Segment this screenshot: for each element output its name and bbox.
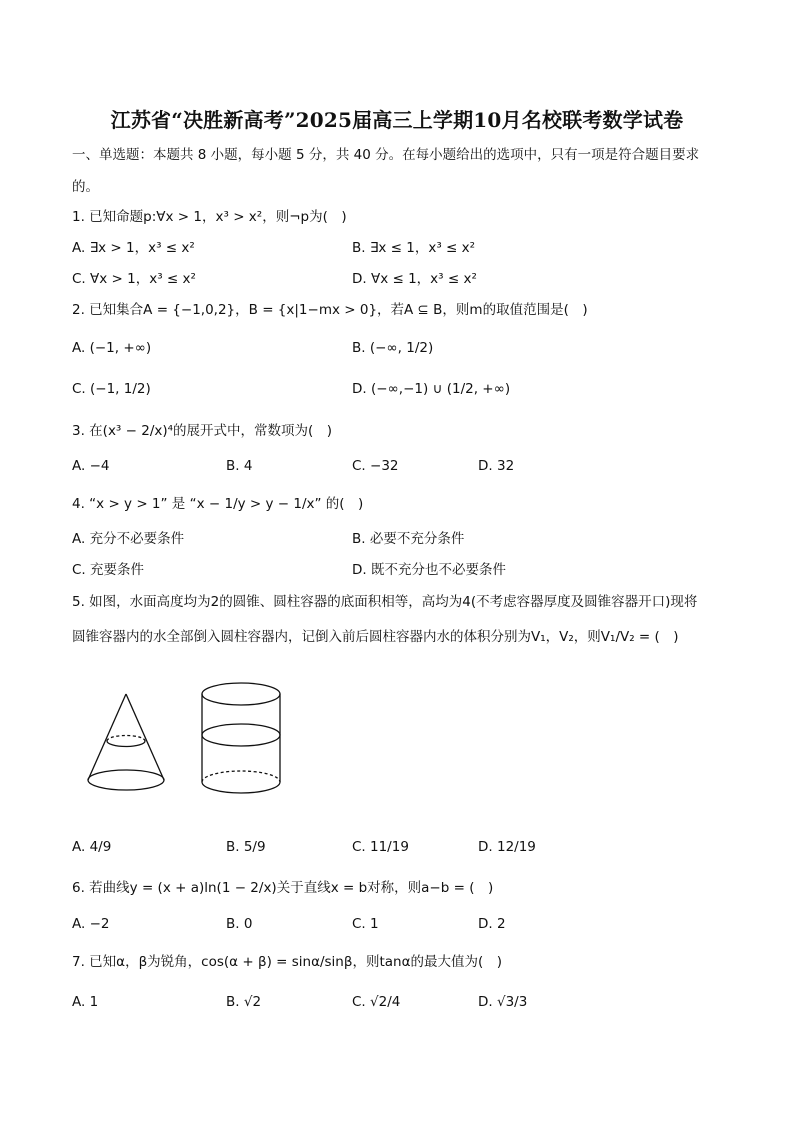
question-6-option-b: B. 0 bbox=[226, 916, 253, 932]
question-1-option-c: C. ∀x > 1，x³ ≤ x² bbox=[72, 271, 196, 287]
question-4-option-d: D. 既不充分也不必要条件 bbox=[352, 562, 506, 578]
question-7-option-d: D. √3/3 bbox=[478, 994, 528, 1010]
question-6-option-c: C. 1 bbox=[352, 916, 379, 932]
question-7-stem: 7. 已知α，β为锐角，cos(α + β) = sinα/sinβ，则tanα的最大值为( ) bbox=[72, 954, 503, 970]
question-6-option-d: D. 2 bbox=[478, 916, 506, 932]
question-3-option-d: D. 32 bbox=[478, 458, 515, 474]
question-1-stem: 1. 已知命题p:∀x > 1，x³ > x²，则¬p为( ) bbox=[72, 209, 347, 225]
question-1-option-b: B. ∃x ≤ 1，x³ ≤ x² bbox=[352, 240, 476, 256]
cylinder-figure bbox=[202, 683, 280, 793]
question-6-option-a: A. −2 bbox=[72, 916, 110, 932]
question-3-option-a: A. −4 bbox=[72, 458, 110, 474]
question-5-line2: 圆锥容器内的水全部倒入圆柱容器内，记倒入前后圆柱容器内水的体积分别为V₁，V₂，则V₁/V₂ = ( ) bbox=[72, 629, 679, 645]
question-5-option-d: D. 12/19 bbox=[478, 839, 536, 855]
question-1-option-d: D. ∀x ≤ 1，x³ ≤ x² bbox=[352, 271, 477, 287]
question-1-option-a: A. ∃x > 1，x³ ≤ x² bbox=[72, 240, 195, 256]
question-3-option-b: B. 4 bbox=[226, 458, 253, 474]
question-2-option-b: B. (−∞, 1/2) bbox=[352, 340, 434, 356]
question-4-option-c: C. 充要条件 bbox=[72, 562, 145, 578]
question-2-stem: 2. 已知集合A = {−1,0,2}，B = {x|1−mx > 0}，若A ⊆ B，则m的取值范围是( ) bbox=[72, 302, 588, 318]
question-2-option-c: C. (−1, 1/2) bbox=[72, 381, 151, 397]
question-7-option-a: A. 1 bbox=[72, 994, 99, 1010]
question-5-option-a: A. 4/9 bbox=[72, 839, 112, 855]
section-header-line1: 一、单选题：本题共 8 小题，每小题 5 分，共 40 分。在每小题给出的选项中，只有一项是符合题目要求 bbox=[72, 147, 700, 163]
question-5-option-c: C. 11/19 bbox=[352, 839, 409, 855]
question-7-option-c: C. √2/4 bbox=[352, 994, 401, 1010]
section-header-line2: 的。 bbox=[72, 179, 99, 195]
cone-figure bbox=[88, 694, 164, 790]
question-2-option-a: A. (−1, +∞) bbox=[72, 340, 152, 356]
question-5-option-b: B. 5/9 bbox=[226, 839, 266, 855]
question-4-option-a: A. 充分不必要条件 bbox=[72, 531, 185, 547]
question-3-option-c: C. −32 bbox=[352, 458, 399, 474]
question-3-stem: 3. 在(x³ − 2/x)⁴的展开式中，常数项为( ) bbox=[72, 423, 333, 439]
cone-cylinder-figure bbox=[78, 672, 298, 822]
question-2-option-d: D. (−∞,−1) ∪ (1/2, +∞) bbox=[352, 381, 511, 397]
question-5-line1: 5. 如图，水面高度均为2的圆锥、圆柱容器的底面积相等，高均为4(不考虑容器厚度及圆锥容器开口)现将 bbox=[72, 594, 698, 610]
question-6-stem: 6. 若曲线y = (x + a)ln(1 − 2/x)关于直线x = b对称，则a−b = ( ) bbox=[72, 880, 494, 896]
question-4-option-b: B. 必要不充分条件 bbox=[352, 531, 465, 547]
question-4-stem: 4. “x > y > 1” 是 “x − 1/y > y − 1/x” 的( ) bbox=[72, 496, 364, 512]
question-7-option-b: B. √2 bbox=[226, 994, 262, 1010]
page-title: 江苏省“决胜新高考”2025届高三上学期10月名校联考数学试卷 bbox=[110, 108, 684, 132]
